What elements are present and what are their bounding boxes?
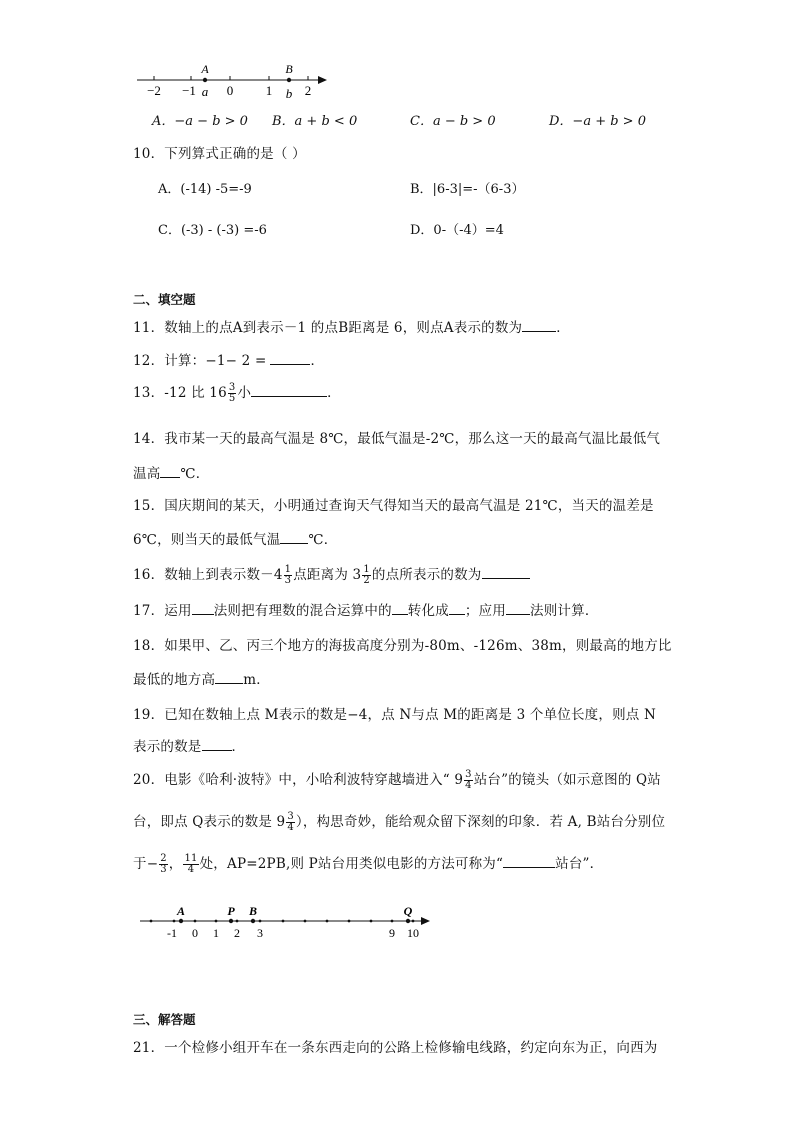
q20-line3-pre: 于− <box>133 856 159 872</box>
question-19-line2 <box>133 735 245 755</box>
q19-line1: 19．已知在数轴上点 M表示的数是−4，点 N与点 M的距离是 3 个单位长度，则点 N <box>133 707 656 723</box>
fraction-denominator: 5 <box>228 393 236 404</box>
q20-line3-post: 处，AP=2PB,则 P站台用类似电影的方法可称为“ <box>199 856 504 872</box>
tick-label: -1 <box>167 926 177 940</box>
point-label-a: A <box>176 904 186 918</box>
fraction-denominator: 4 <box>287 822 294 833</box>
q10-option-b[interactable]: B．|6-3|=-（6-3） <box>410 182 525 197</box>
point-label-b: B <box>248 904 258 918</box>
answer-blank[interactable] <box>449 602 465 615</box>
point-b-var: b <box>285 86 293 101</box>
question-12 <box>133 349 324 369</box>
q15-line1: 15．国庆期间的某天，小明通过查询天气得知当天的最高气温是 21℃，当天的温差是 <box>133 498 654 514</box>
question-18-line2 <box>133 668 270 688</box>
q13-post: 小 <box>237 385 252 401</box>
fraction <box>284 565 293 586</box>
q17-part: 17．运用 <box>133 603 192 619</box>
q20-line1-pre: 20．电影《哈利·波特》中，小哈利波特穿越墙进入“ 9 <box>133 772 464 788</box>
answer-blank[interactable] <box>270 352 310 365</box>
q10-stem: 10．下列算式正确的是（ ） <box>133 146 306 162</box>
answer-blank[interactable] <box>280 531 308 544</box>
q10-option-d[interactable]: D．0-（-4）=4 <box>410 223 504 238</box>
fraction-numerator: 3 <box>287 811 294 822</box>
question-15-line2 <box>133 528 337 548</box>
q20-line2-pre: 台，即点 Q表示的数是 9 <box>133 814 286 830</box>
answer-blank[interactable] <box>202 738 232 751</box>
fraction <box>362 565 371 586</box>
question-20-line2 <box>133 810 665 833</box>
q9-option-a[interactable]: A．−a − b > 0 <box>152 114 248 129</box>
fraction <box>464 770 473 791</box>
number-line-figure-q9 <box>133 60 333 102</box>
q18-line2-post: m． <box>243 672 270 688</box>
question-13 <box>133 381 341 404</box>
q14-line2-pre: 温高 <box>133 466 161 482</box>
answer-blank[interactable] <box>503 855 555 868</box>
question-20-line1 <box>133 768 661 791</box>
tick-label: −2 <box>147 83 161 98</box>
q13-pre: 13．-12 比 16 <box>133 385 227 401</box>
point-b-label: B <box>285 62 293 76</box>
tick-label: 2 <box>304 83 312 98</box>
tick-label: 0 <box>226 83 234 98</box>
question-16 <box>133 563 530 586</box>
fraction-denominator: 4 <box>465 780 472 791</box>
q20-line2-post: ），构思奇妙，能给观众留下深刻的印象．若 A, B站台分别位 <box>295 814 666 830</box>
answer-blank[interactable] <box>215 671 243 684</box>
tick-label: 3 <box>257 926 263 940</box>
point-label-q: Q <box>403 904 413 918</box>
fraction <box>183 854 198 875</box>
answer-blank[interactable] <box>482 566 530 579</box>
tick-label: 2 <box>234 926 240 940</box>
q12-end: ． <box>310 353 325 369</box>
q20-line1-post: 站台”的镜头（如示意图的 Q站 <box>473 772 661 788</box>
q9-option-d[interactable]: D．−a + b > 0 <box>549 114 646 129</box>
q17-part: 法则计算． <box>530 603 599 619</box>
q15-line2-post: ℃． <box>308 532 338 548</box>
q11-end: ． <box>556 320 570 336</box>
fraction-numerator: 1 <box>363 564 370 575</box>
q14-line1: 14．我市某一天的最高气温是 8℃，最低气温是-2℃，那么这一天的最高气温比最低气 <box>133 431 661 447</box>
q17-part: 转化成 <box>407 603 449 619</box>
q17-part: ；应用 <box>464 603 507 619</box>
fraction-numerator: 11 <box>184 853 198 864</box>
fraction <box>286 812 295 833</box>
number-line-figure-q20 <box>138 903 438 943</box>
fraction-denominator: 2 <box>363 575 370 586</box>
q17-part: 法则把有理数的混合运算中的 <box>213 603 392 619</box>
answer-blank[interactable] <box>506 602 530 615</box>
fraction-denominator: 3 <box>160 864 167 875</box>
point-label-p: P <box>227 904 235 918</box>
question-17 <box>133 599 599 619</box>
q9-option-b[interactable]: B．a + b < 0 <box>272 114 358 129</box>
fraction-numerator: 3 <box>465 769 472 780</box>
tick-label: 9 <box>389 926 395 940</box>
tick-label: 10 <box>407 926 419 940</box>
fraction-denominator: 4 <box>187 864 195 875</box>
answer-blank[interactable] <box>251 384 327 397</box>
q10-option-c[interactable]: C．(-3) - (-3) =-6 <box>158 223 267 238</box>
question-20-line3 <box>133 852 603 875</box>
q18-line2-pre: 最低的地方高 <box>133 672 216 688</box>
q16-post: 的点所表示的数为 <box>371 567 482 583</box>
tick-label: 1 <box>265 83 273 98</box>
q16-pre: 16．数轴上到表示数－4 <box>133 567 283 583</box>
q12-text: 12．计算：−1− 2 = <box>133 353 267 369</box>
q16-mid: 点距离为 3 <box>293 567 362 583</box>
q19-line2-post: ． <box>231 739 246 755</box>
point-a-label: A <box>201 62 209 76</box>
answer-blank[interactable] <box>392 602 408 615</box>
q19-line2-pre: 表示的数是 <box>133 739 202 755</box>
q14-line2-post: ℃． <box>180 466 210 482</box>
q20-line3-end: 站台”． <box>555 856 604 872</box>
tick-label: 1 <box>213 926 219 940</box>
fraction-numerator: 3 <box>228 382 236 393</box>
q18-line1: 18．如果甲、乙、丙三个地方的海拔高度分别为-80m、-126m、38m，则最高的地方比 <box>133 638 672 654</box>
answer-blank[interactable] <box>522 319 556 332</box>
q15-line2-pre: 6℃，则当天的最低气温 <box>133 532 281 548</box>
answer-blank[interactable] <box>160 465 180 478</box>
question-21: 21．一个检修小组开车在一条东西走向的公路上检修输电线路，约定向东为正，向西为 <box>133 1040 658 1056</box>
fraction-numerator: 2 <box>160 853 167 864</box>
tick-label: −1 <box>182 83 196 98</box>
answer-blank[interactable] <box>192 602 214 615</box>
section-title-fill-blank: 二、填空题 <box>133 292 196 307</box>
fraction-numerator: 1 <box>284 564 292 575</box>
q20-line3-mid: ， <box>168 856 183 872</box>
question-14-line2 <box>133 462 209 482</box>
fraction <box>228 383 237 404</box>
fraction-denominator: 3 <box>284 575 292 586</box>
q10-option-a[interactable]: A．(-14) -5=-9 <box>158 182 252 197</box>
section-title-answer: 三、解答题 <box>133 1012 196 1027</box>
fraction <box>159 854 168 875</box>
tick-label: 0 <box>192 926 198 940</box>
q9-option-c[interactable]: C．a − b > 0 <box>410 114 496 129</box>
point-a-var: a <box>201 84 209 99</box>
question-11 <box>133 316 570 336</box>
q13-end: ． <box>327 385 341 401</box>
q11-text: 11．数轴上的点A到表示－1 的点B距离是 6，则点A表示的数为 <box>133 320 523 336</box>
